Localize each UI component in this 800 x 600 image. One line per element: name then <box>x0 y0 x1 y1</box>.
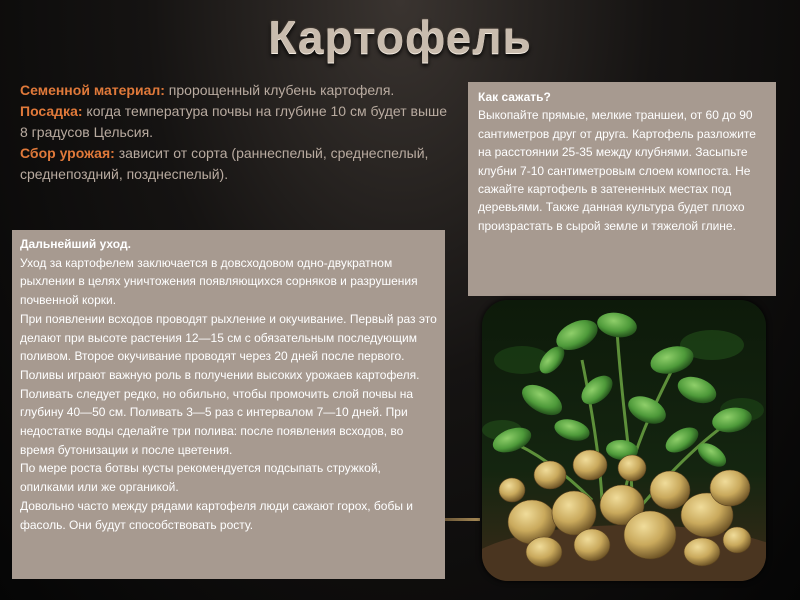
further-care-heading: Дальнейший уход. <box>20 237 131 251</box>
harvest-text: зависит от сорта (раннеспелый, среднеспелый, среднепоздний, позднеспелый). <box>20 145 429 182</box>
planting-label: Посадка: <box>20 103 83 119</box>
care-paragraph: Поливы играют важную роль в получении высоких урожаев картофеля. Поливать следует редко, но обильно, чтобы промочить слой почвы на глубину 40—50 см. Поливать 3—5 раз с интервалом 7—10 дней. При недостатке воды сделайте три полива: после появления всходов, во время бутонизации и после цветения. <box>20 367 420 457</box>
how-to-plant-heading: Как сажать? <box>478 90 551 104</box>
potato-plant-photo <box>482 300 766 581</box>
how-to-plant-text: Выкопайте прямые, мелкие траншеи, от 60 до 90 сантиметров друг от друга. Картофель разложите на расстоянии 25-35 между клубнями. Засыпьте клубни 7-10 сантиметровым слоем компоста. Не сажайте картофель в затененных местах под деревьями. Также данная культура будет плохо произрастать в сырой земле и тяжелой глине. <box>478 108 756 233</box>
care-paragraph: Довольно часто между рядами картофеля люди сажают горох, бобы и фасоль. Они будут способствовать росту. <box>20 498 414 532</box>
seed-material-line <box>20 80 450 101</box>
care-paragraph: Уход за картофелем заключается в довсходовом одно-двукратном рыхлении в целях уничтожения появляющихся сорняков и разрушения почвенной корки. <box>20 255 418 308</box>
planting-text: когда температура почвы на глубине 10 см будет выше 8 градусов Цельсия. <box>20 103 448 140</box>
page-title: Картофель <box>268 11 532 63</box>
harvest-line <box>20 143 450 185</box>
further-care-panel <box>12 230 445 579</box>
seed-material-text: пророщенный клубень картофеля. <box>164 82 395 98</box>
seed-material-label: Семенной материал: <box>20 82 165 98</box>
connector-line <box>445 518 480 521</box>
intro-text <box>20 80 450 185</box>
planting-line <box>20 101 450 143</box>
care-paragraph: По мере роста ботвы кусты рекомендуется подсыпать стружкой, опилками или же органикой. <box>20 461 381 495</box>
care-paragraph: При появлении всходов проводят рыхление и окучивание. Первый раз это делают при высоте растения 12—15 см с обязательным последующим поливом. Второе окучивание проводят через 20 дней после первого. <box>20 311 437 364</box>
how-to-plant-panel <box>468 82 776 296</box>
harvest-label: Сбор урожая: <box>20 145 115 161</box>
